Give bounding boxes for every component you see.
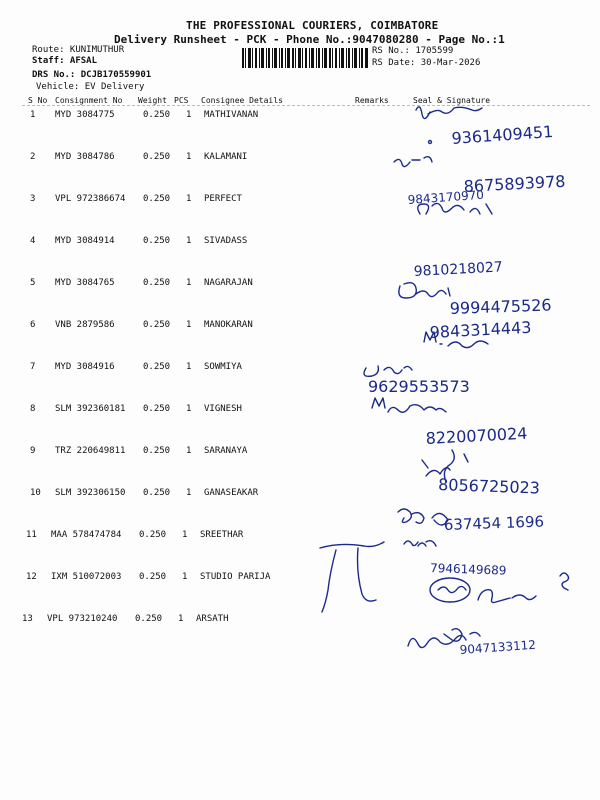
row-consignment: MYD 3084765 [55, 278, 115, 288]
handwritten-phone: 8056725023 [437, 475, 541, 498]
staff-label: Staff: AFSAL [32, 56, 98, 66]
row-weight: 0.250 [143, 110, 171, 120]
handwritten-phone: 9994475526 [449, 295, 552, 318]
row-pcs: 1 [186, 236, 192, 246]
row-consignee: GANASEAKAR [204, 488, 259, 498]
row-weight: 0.250 [135, 614, 163, 624]
handwritten-phone: 9810218027 [413, 259, 504, 280]
row-weight: 0.250 [143, 404, 171, 414]
row-weight: 0.250 [143, 488, 171, 498]
row-consignment: TRZ 220649811 [55, 446, 126, 456]
row-pcs: 1 [186, 362, 192, 372]
row-consignee: PERFECT [204, 194, 242, 204]
col-consignment: Consignment No [55, 96, 123, 105]
row-weight: 0.250 [139, 530, 167, 540]
drs-number: DRS No.: DCJB170559901 [32, 70, 152, 80]
handwritten-phone: 8220070024 [425, 423, 528, 448]
row-sno: 4 [30, 236, 36, 246]
row-consignment: VNB 2879586 [55, 320, 115, 330]
row-pcs: 1 [178, 614, 184, 624]
row-weight: 0.250 [143, 278, 171, 288]
col-sno: S No [28, 96, 48, 105]
row-weight: 0.250 [143, 446, 171, 456]
row-sno: 9 [30, 446, 36, 456]
row-consignee: VIGNESH [204, 404, 242, 414]
handwritten-phone: 637454 1696 [443, 512, 545, 534]
row-consignment: MYD 3084775 [55, 110, 115, 120]
row-consignment: MYD 3084786 [55, 152, 115, 162]
row-consignee: SREETHAR [200, 530, 244, 540]
handwritten-phone: 9047133112 [459, 637, 537, 657]
route-label: Route: KUNIMUTHUR [32, 45, 125, 55]
row-sno: 10 [30, 488, 41, 498]
rs-number: RS No.: 1705599 [372, 46, 454, 56]
row-pcs: 1 [182, 530, 188, 540]
row-consignment: SLM 392360181 [55, 404, 126, 414]
col-consignee: Consignee Details [201, 96, 283, 105]
row-consignee: SIVADASS [204, 236, 248, 246]
row-pcs: 1 [186, 194, 192, 204]
row-weight: 0.250 [139, 572, 167, 582]
col-remarks: Remarks [355, 96, 389, 105]
row-consignee: SOWMIYA [204, 362, 242, 372]
row-sno: 3 [30, 194, 36, 204]
row-sno: 11 [26, 530, 37, 540]
row-sno: 1 [30, 110, 36, 120]
row-weight: 0.250 [143, 362, 171, 372]
col-signature: Seal & Signature [413, 96, 491, 105]
row-consignment: SLM 392306150 [55, 488, 126, 498]
row-pcs: 1 [186, 110, 192, 120]
row-consignee: KALAMANI [204, 152, 248, 162]
row-consignee: ARSATH [196, 614, 229, 624]
company-title: THE PROFESSIONAL COURIERS, COIMBATORE [186, 19, 439, 32]
row-consignee: NAGARAJAN [204, 278, 253, 288]
row-pcs: 1 [186, 278, 192, 288]
row-sno: 8 [30, 404, 36, 414]
row-consignee: MANOKARAN [204, 320, 253, 330]
row-consignment: VPL 973210240 [47, 614, 118, 624]
row-consignment: MYD 3084914 [55, 236, 115, 246]
handwritten-phone: 9629553573 [368, 377, 470, 396]
row-pcs: 1 [182, 572, 188, 582]
row-consignee: STUDIO PARIJA [200, 572, 271, 582]
handwritten-phone: 9843170970 [407, 187, 485, 207]
row-consignee: MATHIVANAN [204, 110, 259, 120]
handwritten-signatures [300, 100, 600, 700]
handwritten-phone: 9361409451 [450, 121, 554, 148]
row-consignment: IXM 510072003 [51, 572, 122, 582]
col-pcs: PCS [174, 96, 189, 105]
barcode [242, 48, 368, 68]
row-sno: 2 [30, 152, 36, 162]
row-sno: 12 [26, 572, 37, 582]
vehicle-label: Vehicle: EV Delivery [36, 82, 145, 92]
row-sno: 7 [30, 362, 36, 372]
row-weight: 0.250 [143, 152, 171, 162]
handwritten-phone: 9843314443 [429, 317, 532, 342]
row-pcs: 1 [186, 404, 192, 414]
row-consignment: VPL 972386674 [55, 194, 126, 204]
row-sno: 13 [22, 614, 33, 624]
handwritten-phone: 7946149689 [429, 561, 507, 578]
row-consignment: MYD 3084916 [55, 362, 115, 372]
row-consignment: MAA 578474784 [51, 530, 122, 540]
row-weight: 0.250 [143, 236, 171, 246]
col-weight: Weight [138, 96, 167, 105]
row-sno: 6 [30, 320, 36, 330]
row-pcs: 1 [186, 320, 192, 330]
row-sno: 5 [30, 278, 36, 288]
row-weight: 0.250 [143, 320, 171, 330]
runsheet-subtitle: Delivery Runsheet - PCK - Phone No.:9047080280 - Page No.:1 [114, 33, 505, 46]
row-consignee: SARANAYA [204, 446, 248, 456]
handwritten-phone: 8675893978 [463, 171, 566, 196]
row-pcs: 1 [186, 152, 192, 162]
row-pcs: 1 [186, 446, 192, 456]
row-pcs: 1 [186, 488, 192, 498]
row-weight: 0.250 [143, 194, 171, 204]
rs-date: RS Date: 30-Mar-2026 [372, 58, 481, 68]
